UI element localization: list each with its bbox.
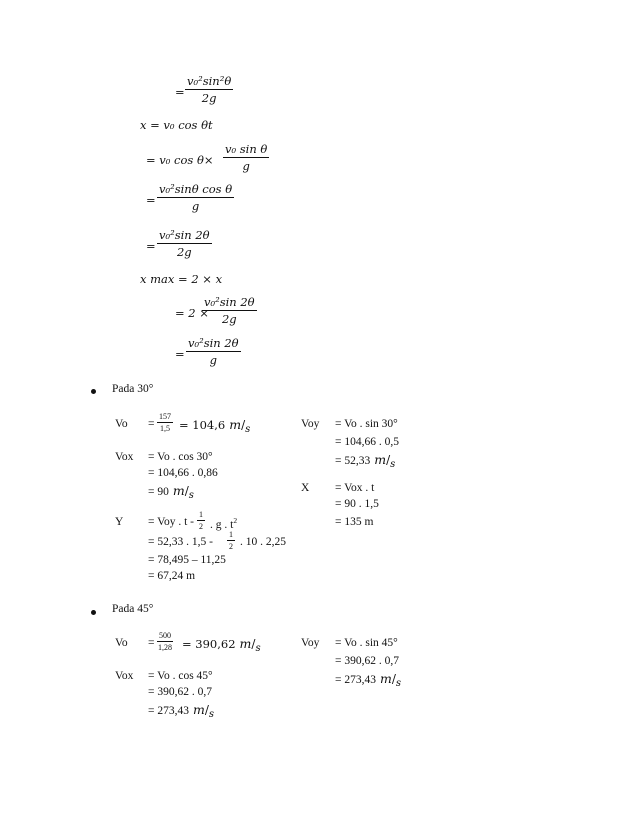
numerator: v₀²sinθ cos θ: [159, 182, 233, 196]
unit-m: m: [239, 636, 252, 651]
voy-label: Voy: [301, 637, 320, 649]
numerator: v₀²sin²θ: [187, 74, 232, 88]
unit-s: s: [245, 424, 251, 435]
fraction-product-expr: [157, 182, 234, 213]
vo-label: Vo: [115, 637, 128, 649]
denominator: 1,28: [158, 643, 172, 652]
eq-sign: =: [175, 347, 185, 361]
vox-line-1: = Vo . cos 45°: [148, 670, 213, 682]
unit-slash: /: [204, 703, 209, 717]
vox-line-3: = 273,43 m/s: [148, 702, 215, 720]
denominator: g: [191, 199, 200, 213]
unit-m: m: [193, 702, 205, 717]
denominator: 2g: [176, 245, 192, 259]
vox-line-1: = Vo . cos 30°: [148, 451, 213, 463]
x-label: X: [301, 482, 310, 494]
bullet-icon: [91, 610, 96, 615]
unit-m: m: [374, 452, 387, 467]
numerator: v₀²sin 2θ: [159, 228, 210, 242]
vox-line-2: = 104,66 . 0,86: [148, 467, 218, 479]
y-line-3: = 78,495 – 11,25: [148, 554, 226, 566]
fraction-sin2-expr: [157, 228, 212, 259]
exponent: 2: [233, 516, 238, 525]
voy-line-2: = 390,62 . 0,7: [335, 655, 399, 667]
unit-s: s: [395, 678, 402, 689]
eq-sign: =: [175, 85, 185, 99]
unit-slash: /: [251, 637, 256, 651]
section-heading: Pada 45°: [112, 603, 154, 615]
half-fraction: [197, 510, 205, 531]
denominator: 1,5: [160, 424, 170, 433]
denominator: 2: [229, 542, 233, 551]
unit-slash: /: [184, 484, 189, 498]
y-label: Y: [115, 516, 124, 528]
vox-label: Vox: [115, 670, 134, 682]
numerator: 1: [199, 510, 203, 519]
eq-sign: =: [148, 637, 155, 649]
vo-fraction: [157, 412, 173, 433]
denominator: 2g: [201, 91, 217, 105]
voy-line-1: = Vo . sin 45°: [335, 637, 398, 649]
y-line-2: = 52,33 . 1,5 -: [148, 536, 213, 548]
y-line-1: = Voy . t -: [148, 516, 194, 528]
fraction-time-expr: [223, 142, 269, 173]
vo-result: = 104,6 m/s: [179, 417, 251, 435]
numerator: 157: [159, 412, 171, 421]
unit-slash: /: [241, 418, 246, 432]
eq-sign: =: [148, 418, 155, 430]
numerator: v₀ sin θ: [225, 142, 268, 156]
expr-lhs: = 2 ×: [175, 306, 209, 320]
unit-m: m: [229, 417, 242, 432]
numerator: v₀²sin 2θ: [204, 295, 255, 309]
x-line-3: = 135 m: [335, 516, 374, 528]
fraction-range-expr: [185, 74, 233, 105]
y-line-1-rest: . g . $t^2$: [210, 516, 238, 531]
vox-line-3: = 90 m/s: [148, 483, 194, 501]
vo-result: = 390,62 m/s: [182, 636, 261, 654]
fraction-final-expr: [186, 336, 241, 367]
unit-s: s: [390, 459, 396, 470]
denominator: 2g: [221, 312, 237, 326]
unit-slash: /: [386, 453, 391, 467]
unit-m: m: [172, 483, 185, 498]
x-equation: x = v₀ cos θt: [140, 118, 213, 132]
numerator: v₀²sin 2θ: [188, 336, 239, 350]
y-line-2-rest: . 10 . 2,25: [240, 536, 286, 548]
numerator: 500: [159, 631, 171, 640]
vo-fraction: [157, 631, 173, 652]
bullet-icon: [91, 389, 96, 394]
vox-label: Vox: [115, 451, 134, 463]
expr-lhs: = v₀ cos θ×: [146, 153, 214, 167]
voy-line-2: = 104,66 . 0,5: [335, 436, 399, 448]
voy-line-1: = Vo . sin 30°: [335, 418, 398, 430]
voy-label: Voy: [301, 418, 320, 430]
x-line-2: = 90 . 1,5: [335, 498, 379, 510]
eq-sign: =: [146, 193, 156, 207]
denominator: 2: [199, 522, 203, 531]
unit-m: m: [380, 671, 392, 686]
unit-s: s: [255, 643, 261, 654]
numerator: 1: [229, 530, 233, 539]
unit-s: s: [188, 490, 194, 501]
voy-line-3: = 273,43 m/s: [335, 671, 402, 689]
x-line-1: = Vox . t: [335, 482, 375, 494]
denominator: g: [242, 159, 250, 173]
vo-label: Vo: [115, 418, 128, 430]
fraction-xmax-expr: [202, 295, 257, 326]
half-fraction: [227, 530, 235, 551]
unit-s: s: [208, 709, 215, 720]
voy-line-3: = 52,33 m/s: [335, 452, 396, 470]
eq-sign: =: [146, 239, 156, 253]
vox-line-2: = 390,62 . 0,7: [148, 686, 212, 698]
xmax-equation: x max = 2 × x: [140, 272, 223, 286]
denominator: g: [209, 353, 217, 367]
unit-slash: /: [391, 672, 396, 686]
y-line-4: = 67,24 m: [148, 570, 196, 582]
section-heading: Pada 30°: [112, 383, 154, 395]
